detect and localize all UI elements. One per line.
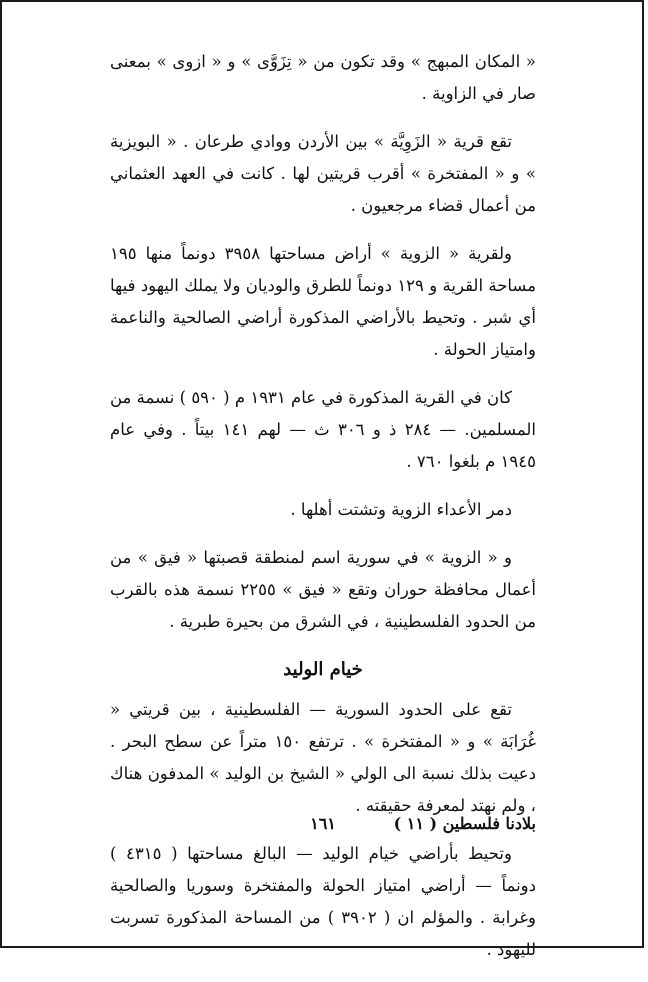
paragraph-khiyam-location: تقع على الحدود السورية — الفلسطينية ، بين قريتي « غُرَابَة » و « المفتخرة » . ترتفع ١٥٠ متراً عن سطح البحر . دعيت بذلك نسبة الى الولي « الشيخ بن الوليد » المدفون هناك ، ولم نهتد لمعرفة حقيقته . [110, 700, 536, 815]
footer-book-title: بلادنا فلسطين ( ١١ ) [393, 814, 536, 833]
paragraph-population: كان في القرية المذكورة في عام ١٩٣١ م ( ٥٩٠ ) نسمة من المسلمين. — ٢٨٤ ذ و ٣٠٦ ث — لهم ١٤١ بيتاً . وفي عام ١٩٤٥ م بلغوا ٧٦٠ . [110, 388, 536, 471]
page-body [110, 46, 536, 982]
paragraph-syria-zawiya: و « الزوية » في سورية اسم لمنطقة قصبتها « فيق » من أعمال محافظة حوران وتقع « فيق » ٢٢٥٥ نسمة هذه بالقرب من الحدود الفلسطينية ، في الشرق من بحيرة طبرية . [110, 548, 536, 631]
footer-page-number: ١٦١ [310, 814, 336, 833]
paragraph-lands: ولقرية « الزوية » أراض مساحتها ٣٩٥٨ دونماً منها ١٩٥ مساحة القرية و ١٢٩ دونماً للطرق والوديان ولا يملك اليهود فيها أي شبر . وتحيط بالأراضي المذكورة أراضي الصالحية والناعمة وامتياز الحولة . [110, 244, 536, 359]
paragraph-khiyam-lands: وتحيط بأراضي خيام الوليد — البالغ مساحتها ( ٤٣١٥ ) دونماً — أراضي امتياز الحولة والمفتخرة وسوريا والصالحية وغرابة . والمؤلم ان ( ٣٩٠٢ ) من المساحة المذكورة تسربت لليهود . [110, 844, 536, 959]
paragraph-location: تقع قرية « الزَوِيَّة » بين الأردن ووادي طرعان . « البويزية » و « المفتخرة » أقرب قريتين لها . كانت في العهد العثماني من أعمال قضاء مرجعيون . [110, 132, 536, 215]
paragraph-destruction: دمر الأعداء الزوية وتشتت أهلها . [290, 500, 512, 519]
paragraph-continuation: « المكان المبهج » وقد تكون من « تِزَوَّى » و « ازوى » بمعنى صار في الزاوية . [110, 52, 536, 103]
section-heading: خيام الوليد [283, 659, 363, 680]
page-footer [110, 814, 536, 833]
